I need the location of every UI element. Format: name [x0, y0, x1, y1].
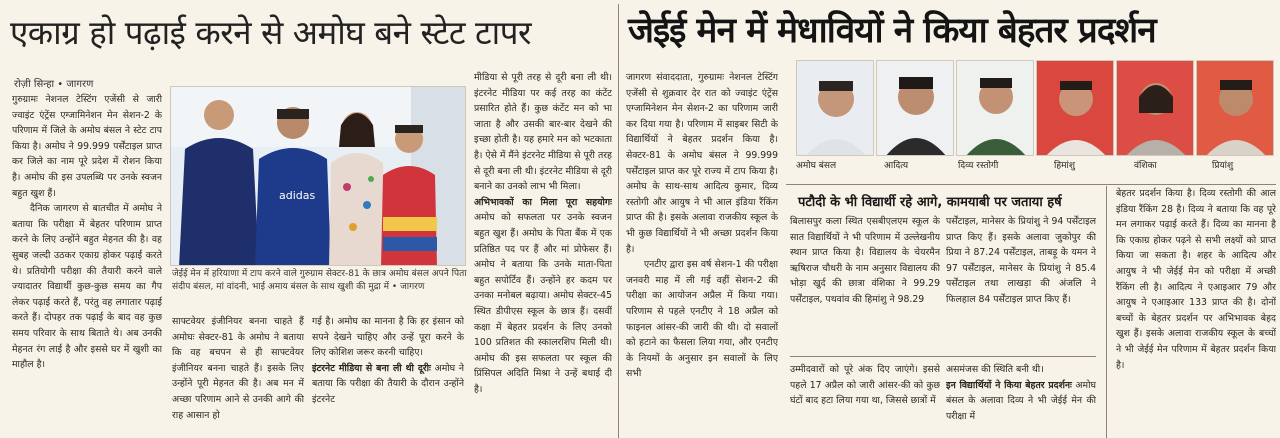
left-byline: रोज़ी सिन्हा • जागरण: [14, 79, 94, 90]
student-photos: [786, 60, 1280, 174]
left-column-4: [474, 70, 612, 438]
left-column-1: [12, 92, 162, 438]
left-col1-para-1: गुरुग्रामः नेशनल टेस्टिंग एजेंसी से जारी ज्वाइंट एंट्रेंस एग्जामिनेशन मेन सेशन-2 के परिणाम में जिले के अमोघ बंसल ने स्टेट टाप किया है। अमोघ ने 99.999 पर्सेंटाइल प्राप्त कर जिले का नाम पूरे प्रदेश में रोशन किया है। अमोघ की इस उपलब्धि पर उनके स्वजन बहुत खुश हैं।: [12, 94, 162, 199]
student-name-3: दिव्य रस्तोगी: [958, 161, 999, 171]
left-col2-text: साफ्टवेयर इंजीनियर बनना चाहते हैं अमोघः सेक्टर-81 के अमोघ ने बताया कि वह बचपन से ही साफ्टवेयर इंजीनियर बनना चाहते हैं। इसके लिए उन्होंने पूरी मेहनत की है। अब मन में अच्छा परिणाम आने से उनकी आगे की राह आसान हो: [172, 316, 304, 421]
student-photo-3: [956, 60, 1034, 156]
student-photo-5: [1116, 60, 1194, 156]
student-photo-1: [796, 60, 874, 156]
box-divider: [790, 356, 1096, 357]
family-photo-illustration: [171, 87, 466, 266]
right-col1-text-b: एनटीए द्वारा इस वर्ष सेशन-1 की परीक्षा जनवरी माह में ली गई वहीं सेशन-2 की परीक्षा का आयोजन अप्रैल में किया गया। परिणाम से पहले एनटीए ने 18 अप्रैल को फाइनल आंसर-की जारी की थी। दो सवालों को हटाने का फैसला लिया गया, और एनटीए के नियमों के अनुसार इन सवालों के लिए सभी: [626, 259, 778, 380]
photo-caption: जेईई मेन में हरियाणा में टाप करने वाले गुरुग्राम सेक्टर-81 के छात्र अमोघ बंसल अपने पिता संदीप बंसल, मां वांदनी, भाई अमाय बंसल के साथ खुशी की मुद्रा में • जागरण: [172, 269, 467, 292]
sub-column-2: [946, 214, 1096, 358]
left-column-2: [172, 314, 304, 438]
sub-col2-subhead: इन विद्यार्थियों ने किया बेहतर प्रदर्शनः: [946, 379, 1072, 391]
sub-col2-text-b: असमंजस की स्थिति बनी थी।: [946, 364, 1044, 375]
student-name-1: अमोघ बंसल: [796, 161, 837, 171]
sub-column-2b: [946, 362, 1096, 438]
sub-column-1: [790, 214, 940, 358]
left-col4-text-b: अमोघ को सफलता पर उनके स्वजन बहुत खुश हैं। अमोघ के पिता बैंक में एक प्रतिष्ठित पद पर हैं और मां प्रोफेसर हैं। अमोघ ने बताया कि उनके माता-पिता बहुत सपोर्टिव हैं। उन्होंने हर कदम पर उनका मनोबल बढ़ाया। अमोघ सेक्टर-45 स्थित डीपीएस स्कूल के छात्र हैं। दसवीं कक्षा में बेहतर प्रदर्शन के लिए उनको 100 प्रतिशत की स्कालरशिप मिली थी। अमोघ की इस सफलता पर स्कूल की प्रिंसिपल अदिति मिश्रा ने उन्हें बधाई दी है।: [474, 212, 612, 395]
sub-col2-text-c: अमोघ बंसल के अलावा दिव्य ने भी जेईई मेन की परीक्षा में: [946, 379, 1096, 422]
left-col3-text: गई है। अमोघ का मानना है कि हर इंसान को सपने देखने चाहिए और उन्हें पूरा करने के लिए कोशिश जरूर करनी चाहिए।: [312, 316, 464, 359]
sub-headline: पटौदी के भी विद्यार्थी रहे आगे, कामयाबी पर जताया हर्ष: [798, 195, 1062, 210]
student-photo-4: [1036, 60, 1114, 156]
family-photo: [170, 86, 466, 266]
student-name-4: हिमांशु: [1054, 161, 1075, 171]
student-photo-2: [876, 60, 954, 156]
right-headline: जेईई मेन में मेधावियों ने किया बेहतर प्रदर्शन: [628, 11, 1156, 51]
left-headline: एकाग्र हो पढ़ाई करने से अमोघ बने स्टेट टापर: [10, 13, 531, 52]
student-name-5: वंशिका: [1134, 161, 1157, 171]
left-col3-subhead: इंटरनेट मीडिया से बना ली थी दूरीः: [312, 362, 431, 374]
sub-col1-text: बिलासपुर कला स्थित एसबीएलएम स्कूल के सात विद्यार्थियों ने भी परिणाम में उल्लेखनीय स्थान प्राप्त किया है। विद्यालय के चेयरमैन ऋषिराज चौधरी के नाम अनुसार विद्यालय की भोड़ा खुर्द की छात्रा वंशिका ने 99.29 पर्सेंटाइल, पथवांव की हिमांशु ने 98.29: [790, 216, 940, 305]
svg-text:adidas: adidas: [279, 189, 316, 202]
far-col-text: बेहतर प्रदर्शन किया है। दिव्य रस्तोगी की आल इंडिया रैंकिंग 28 है। दिव्य ने बताया कि वह पूरे मन लगाकर पढ़ाई करते हैं। दिव्य का मानना है कि एकाग्र होकर पढ़ने से सभी लक्ष्यों को प्राप्त किया जा सकता है। शहर के आदित्य और आयुष ने भी जेईई मेन को परीक्षा में अच्छी रैंकिंग ली है। आदित्य ने एआइआर 79 और आयुष ने एआइआर 133 प्राप्त की है। दोनों बच्चों के बेहतर प्रदर्शन पर अभिभावक बेहद खुश हैं। इसके अलावा राजकीय स्कूल के बच्चों ने भी जेईई मेन परिणाम में बेहतर प्रदर्शन किया है।: [1116, 188, 1276, 371]
column-divider: [618, 4, 619, 438]
right-column-1: [626, 70, 778, 438]
left-column-3: [312, 314, 464, 438]
left-col3-text-b: अमोघ ने बताया कि परीक्षा की तैयारी के दौरान उन्होंने इंटरनेट: [312, 362, 464, 405]
far-column-divider: [1106, 186, 1107, 438]
far-right-column: [1116, 186, 1276, 438]
sub-col1-text-b: उम्मीदवारों को पूरे अंक दिए जाएंगे। इससे पहले 17 अप्रैल को जारी आंसर-की को कुछ घंटों बाद हटा लिया गया था, जिससे छात्रों में: [790, 364, 940, 407]
left-col1-para-2: दैनिक जागरण से बातचीत में अमोघ ने बताया कि परीक्षा में बेहतर परिणाम प्राप्त करने के लिए उन्होंने बहुत मेहनत की है। वह सुबह जल्दी उठकर एकाग्र होकर पढ़ाई करते थे। प्रतियोगी परीक्षा की तैयारी करने वाले ज्यादातर विद्यार्थी कुछ-कुछ समय का गैप लेकर पढ़ाई करते हैं, परंतु वह लगातार पढ़ाई करते हैं। दोपहर तक पढ़ाई के बाद वह कुछ समय परिवार के साथ बिताते थे। अब उनकी मेहनत रंग लाई है और इससे घर में खुशी का माहौल है।: [12, 203, 162, 371]
section-divider: [786, 184, 1276, 185]
student-photo-6: [1196, 60, 1274, 156]
left-col4-subhead: अभिभावकों का मिला पूरा सहयोगः: [474, 196, 612, 208]
student-name-6: प्रियांशु: [1212, 161, 1234, 171]
right-col1-text: जागरण संवाददाता, गुरुग्रामः नेशनल टेस्टिंग एजेंसी से शुक्रवार देर रात को ज्वाइंट एंट्रेंस एग्जामिनेशन मेन सेशन-2 का परिणाम जारी कर दिया गया है। परिणाम में साइबर सिटी के विद्यार्थियों ने बेहतर प्रदर्शन किया है। सेक्टर-81 के अमोघ बंसल ने 99.999 पर्सेंटाइल प्राप्त कर पूरे राज्य में टाप किया है। अमोघ के साथ-साथ आदित्य कुमार, दिव्य रस्तोगी और आयुष ने भी आल इंडिया रैंकिंग प्राप्त की है। इसके अलावा राजकीय स्कूल के भी कुछ विद्यार्थियों ने भी अच्छा प्रदर्शन किया है।: [626, 72, 778, 255]
student-name-2: आदित्य: [884, 161, 909, 171]
sub-column-1b: [790, 362, 940, 438]
sub-col2-text: पर्सेंटाइल, मानेसर के प्रियांशु ने 94 पर्सेंटाइल प्राप्त किए हैं। इसके अलावा जुकोपुर की प्रिया ने 87.24 पर्सेंटाइल, ताबड़ू के यमन ने 97 पर्सेंटाइल, मानेसर के प्रियांशु ने 85.4 पर्सेंटाइल तथा लाखड़ा की अंजलि ने फिलहाल 84 पर्सेंटाइल प्राप्त किए हैं।: [946, 216, 1096, 305]
left-col4-text: मीडिया से पूरी तरह से दूरी बना ली थी। इंटरनेट मीडिया पर कई तरह का कंटेंट प्रसारित होते हैं। कुछ कंटेंट मन को भा जाता है और उसकी बार-बार देखने की इच्छा होती है। यह हमारे मन को भटकाता है। ऐसे में मैंने इंटरनेट मीडिया से पूरी तरह से दूरी बना ली थी। इंटरनेट मीडिया से दूरी बनाने का उनको लाभ भी मिला।: [474, 72, 612, 193]
